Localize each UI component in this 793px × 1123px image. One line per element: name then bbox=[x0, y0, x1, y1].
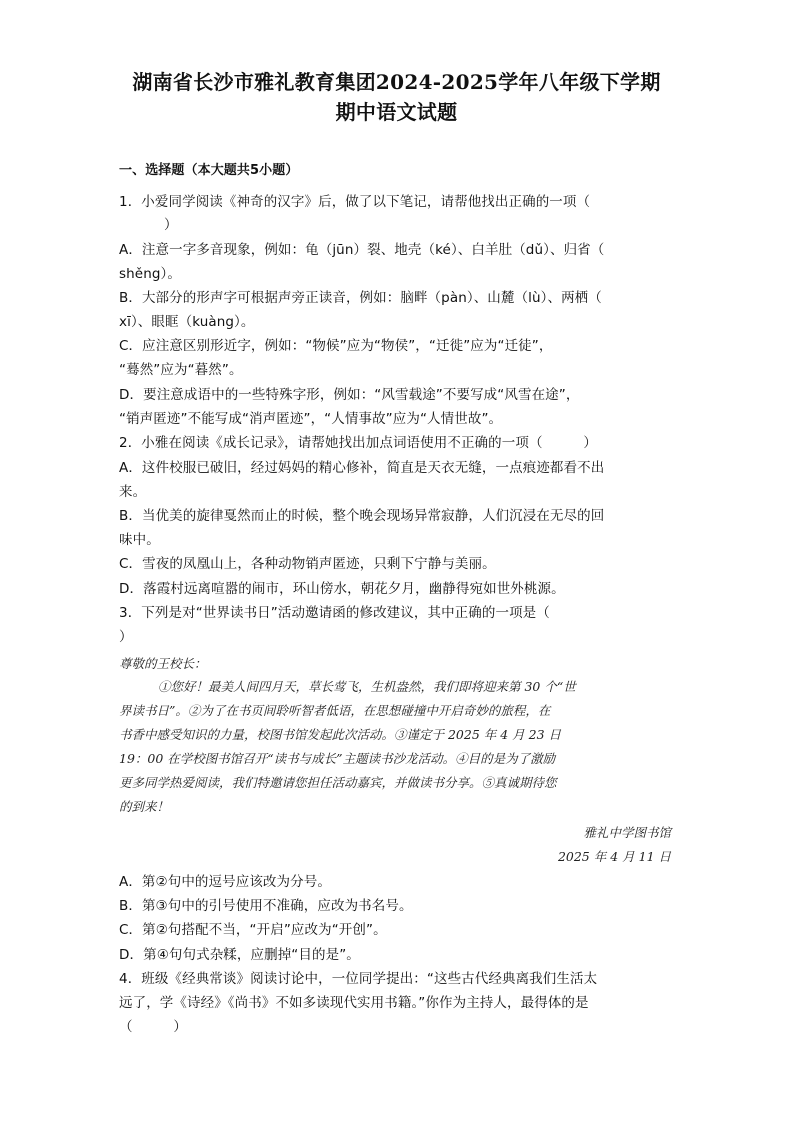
question-1-stem: 1．小爱同学阅读《神奇的汉字》后，做了以下笔记，请帮他找出正确的一项（ bbox=[119, 194, 591, 210]
question-4-stem-cont: 远了，学《诗经》《尚书》不如多读现代实用书籍。”你作为主持人，最得体的是 bbox=[119, 995, 589, 1011]
option-1a-cont: shěng）。 bbox=[119, 266, 181, 282]
option-3d: D．第④句句式杂糅，应删掉“目的是”。 bbox=[119, 947, 360, 963]
letter-body-line: ①您好！最美人间四月天，草长莺飞，生机盎然，我们即将迎来第 30 个“世 bbox=[158, 679, 576, 694]
letter-signature: 雅礼中学图书馆 bbox=[583, 825, 671, 840]
title-line-1: 湖南省长沙市雅礼教育集团2024-2025学年八年级下学期 bbox=[132, 70, 661, 94]
option-1c-cont: “蓦然”应为“暮然”。 bbox=[119, 362, 243, 378]
letter-greeting: 尊敬的王校长： bbox=[119, 656, 207, 671]
letter-body-line: 书香中感受知识的力量，校图书馆发起此次活动。③谨定于 2025 年 4 月 23 日 bbox=[119, 727, 562, 742]
option-3a: A．第②句中的逗号应该改为分号。 bbox=[119, 874, 331, 890]
question-1-paren: ） bbox=[164, 217, 178, 233]
option-1b-cont: xī）、眼眶（kuàng）。 bbox=[119, 314, 255, 330]
letter-date: 2025 年 4 月 11 日 bbox=[557, 849, 671, 864]
option-1d: D．要注意成语中的一些特殊字形，例如：“风雪载途”不要写成“风雪在途”， bbox=[119, 387, 580, 403]
question-2-stem: 2．小雅在阅读《成长记录》，请帮她找出加点词语使用不正确的一项（ ） bbox=[119, 435, 597, 451]
option-2b: B．当优美的旋律戛然而止的时候，整个晚会现场异常寂静，人们沉浸在无尽的回 bbox=[119, 508, 605, 524]
question-3-paren: ） bbox=[119, 629, 133, 645]
letter-body-line: 界读书日”。②为了在书页间聆听智者低语，在思想碰撞中开启奇妙的旅程，在 bbox=[119, 703, 551, 718]
option-2c: C．雪夜的凤凰山上，各种动物销声匿迹，只剩下宁静与美丽。 bbox=[119, 556, 496, 572]
option-2a-cont: 来。 bbox=[119, 484, 147, 500]
question-4-stem: 4．班级《经典常谈》阅读讨论中，一位同学提出：“这些古代经典离我们生活太 bbox=[119, 971, 598, 987]
section-heading: 一、选择题（本大题共5小题） bbox=[119, 163, 299, 178]
option-1c: C．应注意区别形近字，例如：“物候”应为“物侯”，“迁徙”应为“迁徒”， bbox=[119, 338, 553, 354]
option-1a: A．注意一字多音现象，例如：龟（jūn）裂、地壳（ké）、白羊肚（dǔ）、归省（ bbox=[119, 242, 605, 258]
letter-body-line: 19：00 在学校图书馆召开“读书与成长”主题读书沙龙活动。④目的是为了激励 bbox=[119, 751, 556, 766]
option-2b-cont: 味中。 bbox=[119, 532, 160, 548]
option-1d-cont: “销声匿迹”不能写成“消声匿迹”，“人情事故”应为“人情世故”。 bbox=[119, 411, 503, 427]
question-4-paren: （ ） bbox=[119, 1019, 187, 1035]
option-3b: B．第③句中的引号使用不准确，应改为书名号。 bbox=[119, 898, 413, 914]
option-2a: A．这件校服已破旧，经过妈妈的精心修补，简直是天衣无缝，一点痕迹都看不出 bbox=[119, 460, 605, 476]
option-3c: C．第②句搭配不当，“开启”应改为“开创”。 bbox=[119, 922, 387, 938]
question-3-stem: 3．下列是对“世界读书日”活动邀请函的修改建议，其中正确的一项是（ bbox=[119, 605, 550, 621]
title-line-2: 期中语文试题 bbox=[335, 100, 458, 124]
letter-body-line: 的到来！ bbox=[119, 799, 170, 814]
option-2d: D．落霞村远离喧嚣的闹市，环山傍水，朝花夕月，幽静得宛如世外桃源。 bbox=[119, 581, 565, 597]
option-1b: B．大部分的形声字可根据声旁正读音，例如：脑畔（pàn）、山麓（lù）、两栖（ bbox=[119, 290, 602, 306]
letter-body-line: 更多同学热爱阅读，我们特邀请您担任活动嘉宾，并做读书分享。⑤真诚期待您 bbox=[119, 775, 557, 790]
